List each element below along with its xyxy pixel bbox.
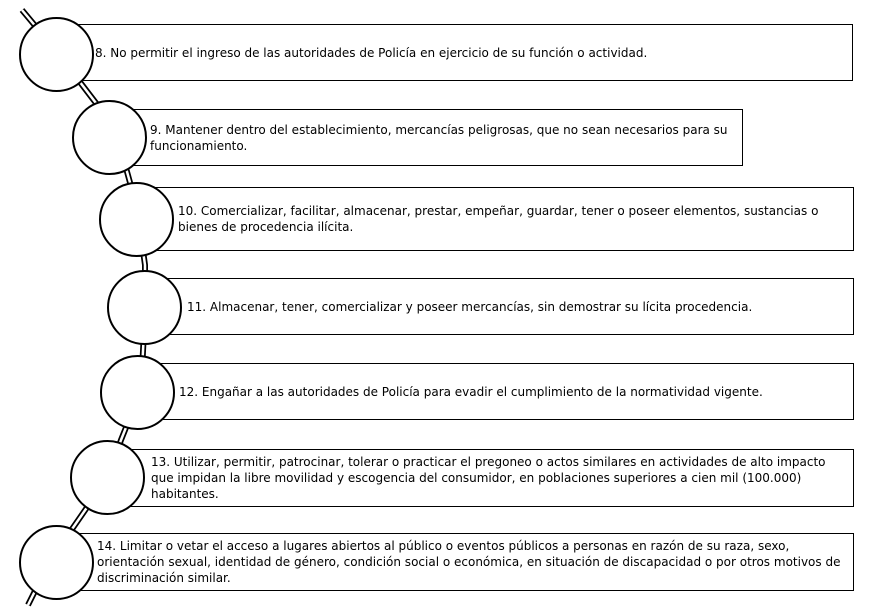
item-text-10: 10. Comercializar, facilitar, almacenar, prestar, empeñar, guardar, tener o poseer elementos, sustancias o bienes de procedencia ilícita.	[178, 204, 819, 234]
list-item-9	[115, 109, 743, 166]
list-item-14	[58, 533, 854, 591]
item-text-8: 8. No permitir el ingreso de las autoridades de Policía en ejercicio de su función o actividad.	[95, 45, 648, 60]
bullet-circle-14	[19, 525, 94, 600]
item-text-12: 12. Engañar a las autoridades de Policía para evadir el cumplimiento de la normatividad vigente.	[179, 384, 763, 399]
item-text-13: 13. Utilizar, permitir, patrocinar, tolerar o practicar el pregoneo o actos similares en actividades de alto impacto que impidan la libre movilidad y escogencia del consumidor, en poblaciones superiores a cien mil (100.000) habitantes.	[151, 455, 826, 501]
bullet-circle-12	[100, 355, 175, 430]
list-item-10	[139, 187, 854, 251]
item-text-11: 11. Almacenar, tener, comercializar y poseer mercancías, sin demostrar su lícita procedencia.	[187, 299, 753, 314]
bullet-circle-8	[19, 17, 94, 92]
bullet-circle-9	[72, 100, 147, 175]
item-text-9: 9. Mantener dentro del establecimiento, mercancías peligrosas, que no sean necesarios para su funcionamiento.	[150, 122, 728, 153]
list-item-13	[110, 449, 854, 507]
list-item-12	[140, 363, 854, 420]
list-item-11	[145, 278, 854, 335]
bullet-circle-10	[99, 182, 174, 257]
bullet-circle-13	[70, 440, 145, 515]
bullet-circle-11	[107, 270, 182, 345]
list-item-8	[58, 24, 853, 81]
item-text-14: 14. Limitar o vetar el acceso a lugares abiertos al público o eventos públicos a personas en razón de su raza, sexo, orientación sexual, identidad de género, condición social o económica, en situación de discapacidad o por otros motivos de discriminación similar.	[97, 539, 841, 585]
